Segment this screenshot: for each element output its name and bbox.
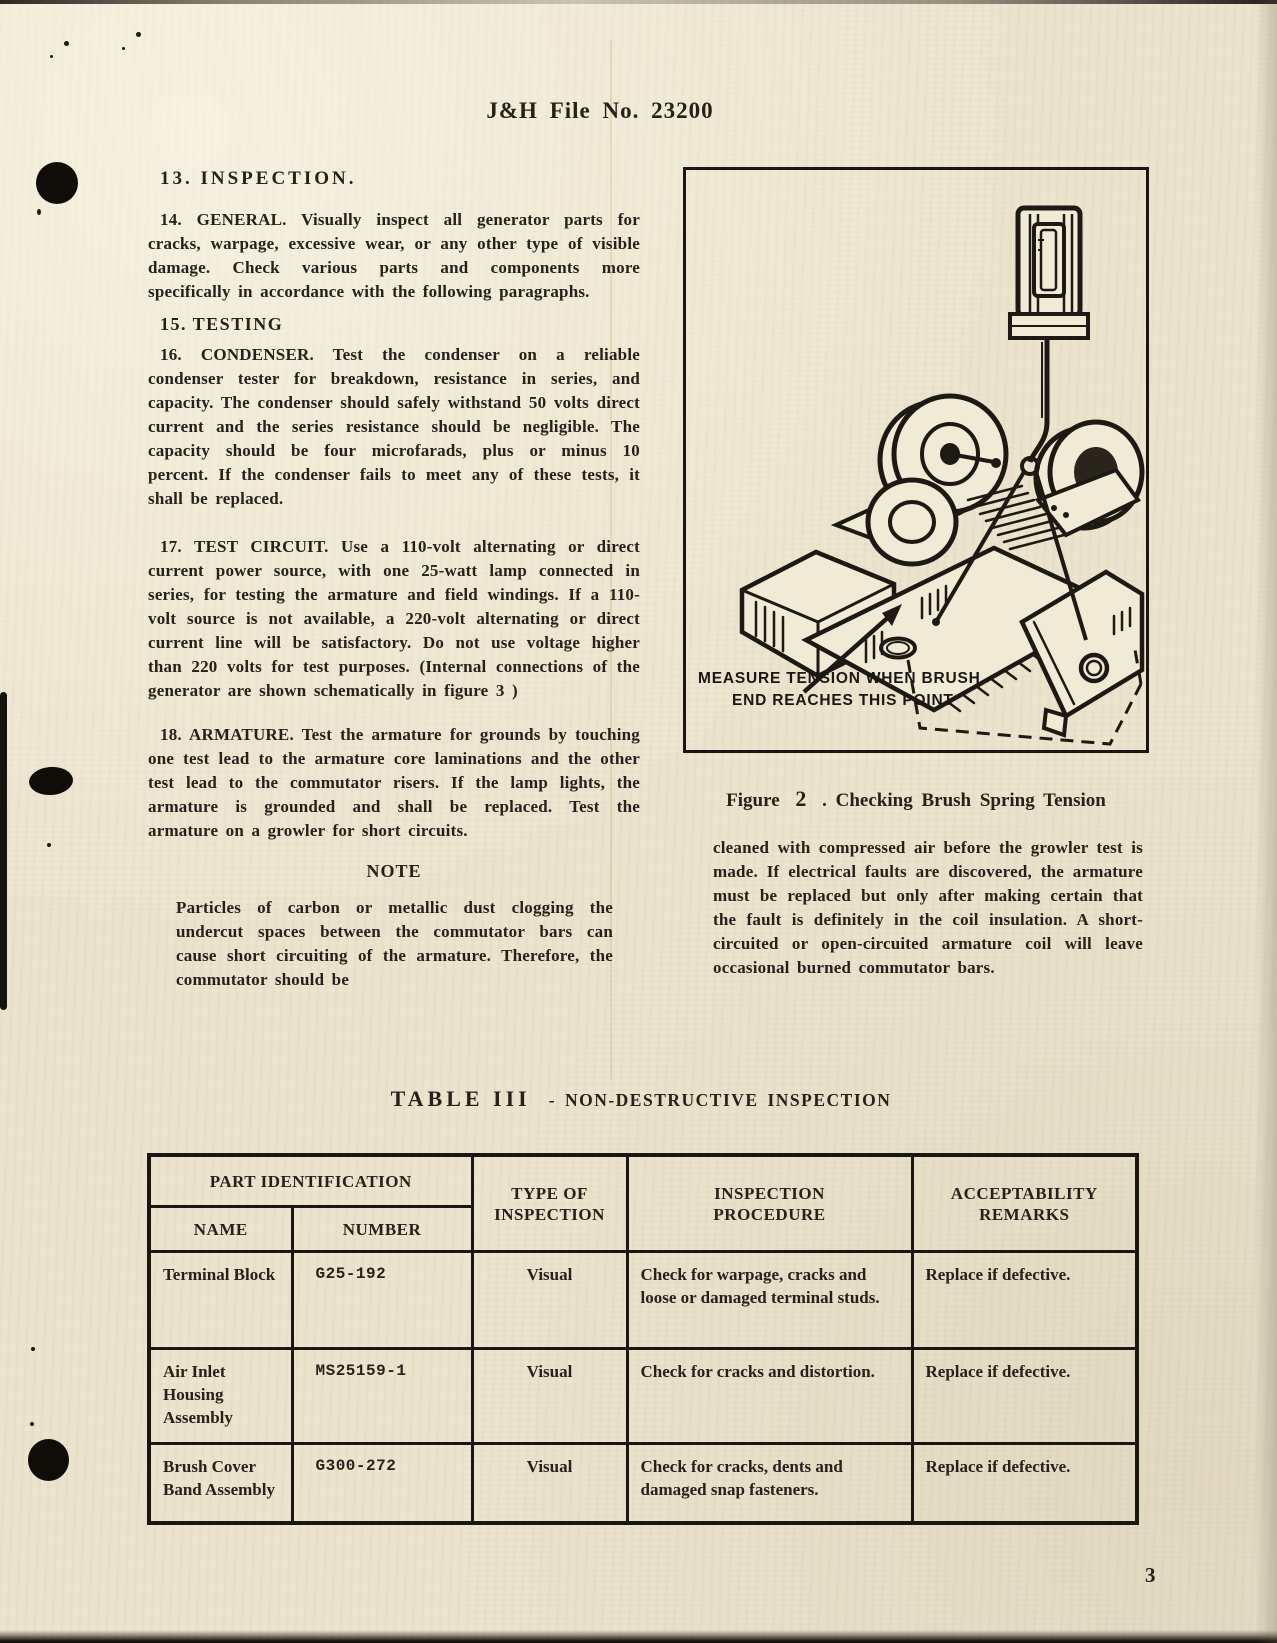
left-column: [148, 168, 640, 1006]
header-type-line1: TYPE OF: [511, 1183, 588, 1203]
ink-speck: [37, 209, 41, 215]
header-type-line2: INSPECTION: [494, 1204, 605, 1224]
cell-procedure: Check for warpage, cracks and loose or damaged terminal studs.: [627, 1252, 912, 1349]
header-inspection-procedure: [627, 1155, 912, 1252]
punch-hole-middle: [28, 765, 74, 796]
figure-2-frame: [683, 167, 1149, 753]
figure-callout-line2: END REACHES THIS POINT: [732, 692, 954, 709]
non-destructive-inspection-table: [147, 1153, 1139, 1525]
cell-part-number: G300-272: [292, 1444, 472, 1524]
cell-part-name: Terminal Block: [149, 1252, 292, 1349]
file-number-header: J&H File No. 23200: [486, 98, 714, 123]
header-type-of-inspection: [472, 1155, 627, 1252]
cell-remarks: Replace if defective.: [912, 1444, 1137, 1524]
table-title-sub: - NON-DESTRUCTIVE INSPECTION: [548, 1090, 892, 1110]
scan-edge-top: [0, 0, 1277, 4]
scan-edge-left: [0, 692, 7, 1010]
paragraph-condenser: 16. CONDENSER. Test the condenser on a reliable condenser tester for breakdown, resistance in series, and capacity. The condenser should safely withstand 50 volts direct current and the series resistance should be negligible. The capacity should be four microfarads, plus or minus 10 percent. If the condenser fails to meet any of these tests, it shall be replaced.: [148, 345, 640, 508]
ink-speck: [64, 41, 69, 46]
cell-procedure: Check for cracks, dents and damaged snap fasteners.: [627, 1444, 912, 1524]
header-number: NUMBER: [292, 1207, 472, 1252]
cell-part-name: Air Inlet Housing Assembly: [149, 1349, 292, 1444]
paragraph-armature: 18. ARMATURE. Test the armature for grounds by touching one test lead to the armature core laminations and the other test lead to the commutator risers. If the lamp lights, the armature is grounded and shall be replaced. Test the armature on a growler for short circuits.: [148, 725, 640, 840]
scan-edge-right: [1255, 0, 1277, 1643]
right-column-continuation: cleaned with compressed air before the growler test is made. If electrical faults are discovered, the armature must be replaced but only after making certain that the fault is definitely in the coil insulation. A short-circuited or open-circuited armature coil will leave occasional burned commutator bars.: [713, 838, 1143, 977]
header-acceptability-remarks: [912, 1155, 1137, 1252]
cell-part-number: G25-192: [292, 1252, 472, 1349]
ink-speck: [47, 843, 51, 847]
ink-speck: [30, 1422, 34, 1426]
scan-edge-bottom: [0, 1630, 1277, 1643]
paragraph-test-circuit: 17. TEST CIRCUIT. Use a 110-volt alternating or direct current power source, with one 25-watt lamp connected in series, for testing the armature and field windings. If a 110-volt source is not available, a 220-volt alternating or direct current line will be satisfactory. Do not use voltage higher than 220 volts for test purposes. (Internal connections of the generator are shown schematically in figure 3 ): [148, 537, 640, 700]
cell-part-name: Brush Cover Band Assembly: [149, 1444, 292, 1524]
page-number: 3: [1145, 1563, 1156, 1587]
figure-caption-word: Figure: [726, 790, 780, 811]
ink-speck: [50, 55, 53, 58]
cell-remarks: Replace if defective.: [912, 1252, 1137, 1349]
header-name: NAME: [149, 1207, 292, 1252]
ink-speck: [31, 1347, 35, 1351]
note-body: Particles of carbon or metallic dust clogging the undercut spaces between the commutator bars can cause short circuiting of the armature. Therefore, the commutator should be: [176, 898, 613, 989]
cell-remarks: Replace if defective.: [912, 1349, 1137, 1444]
punch-hole-top: [36, 162, 78, 204]
table-row: [149, 1444, 1137, 1524]
paragraph-general: 14. GENERAL. Visually inspect all generator parts for cracks, warpage, excessive wear, or any other type of visible damage. Check various parts and components more specifically in accordance with the following paragraphs.: [148, 210, 640, 301]
cell-inspection-type: Visual: [472, 1252, 627, 1349]
header-remarks-line1: ACCEPTABILITY: [950, 1183, 1098, 1203]
cell-part-number: MS25159-1: [292, 1349, 472, 1444]
header-part-identification: PART IDENTIFICATION: [149, 1155, 472, 1207]
note-title: NOTE: [366, 861, 422, 881]
figure-caption: [683, 786, 1149, 812]
section-heading-inspection: 13. INSPECTION.: [160, 168, 357, 189]
cell-procedure: Check for cracks and distortion.: [627, 1349, 912, 1444]
table-row: [149, 1349, 1137, 1444]
ink-speck: [136, 32, 141, 37]
table-title: [147, 1086, 1135, 1112]
table-title-main: TABLE III: [390, 1086, 531, 1111]
header-procedure-line2: PROCEDURE: [713, 1204, 826, 1224]
ink-speck: [122, 47, 125, 50]
figure-caption-number: 2: [795, 786, 807, 811]
header-procedure-line1: INSPECTION: [714, 1183, 825, 1203]
figure-callout-line1: MEASURE TENSION WHEN BRUSH: [698, 670, 981, 687]
section-heading-testing: 15. TESTING: [160, 314, 284, 334]
figure-caption-text: . Checking Brush Spring Tension: [822, 790, 1106, 811]
figure-callout: [698, 668, 981, 712]
cell-inspection-type: Visual: [472, 1444, 627, 1524]
header-remarks-line2: REMARKS: [979, 1204, 1070, 1224]
brush-tension-figure-drawing: [686, 170, 1146, 750]
punch-hole-bottom: [28, 1439, 69, 1481]
table-row: [149, 1252, 1137, 1349]
cell-inspection-type: Visual: [472, 1349, 627, 1444]
